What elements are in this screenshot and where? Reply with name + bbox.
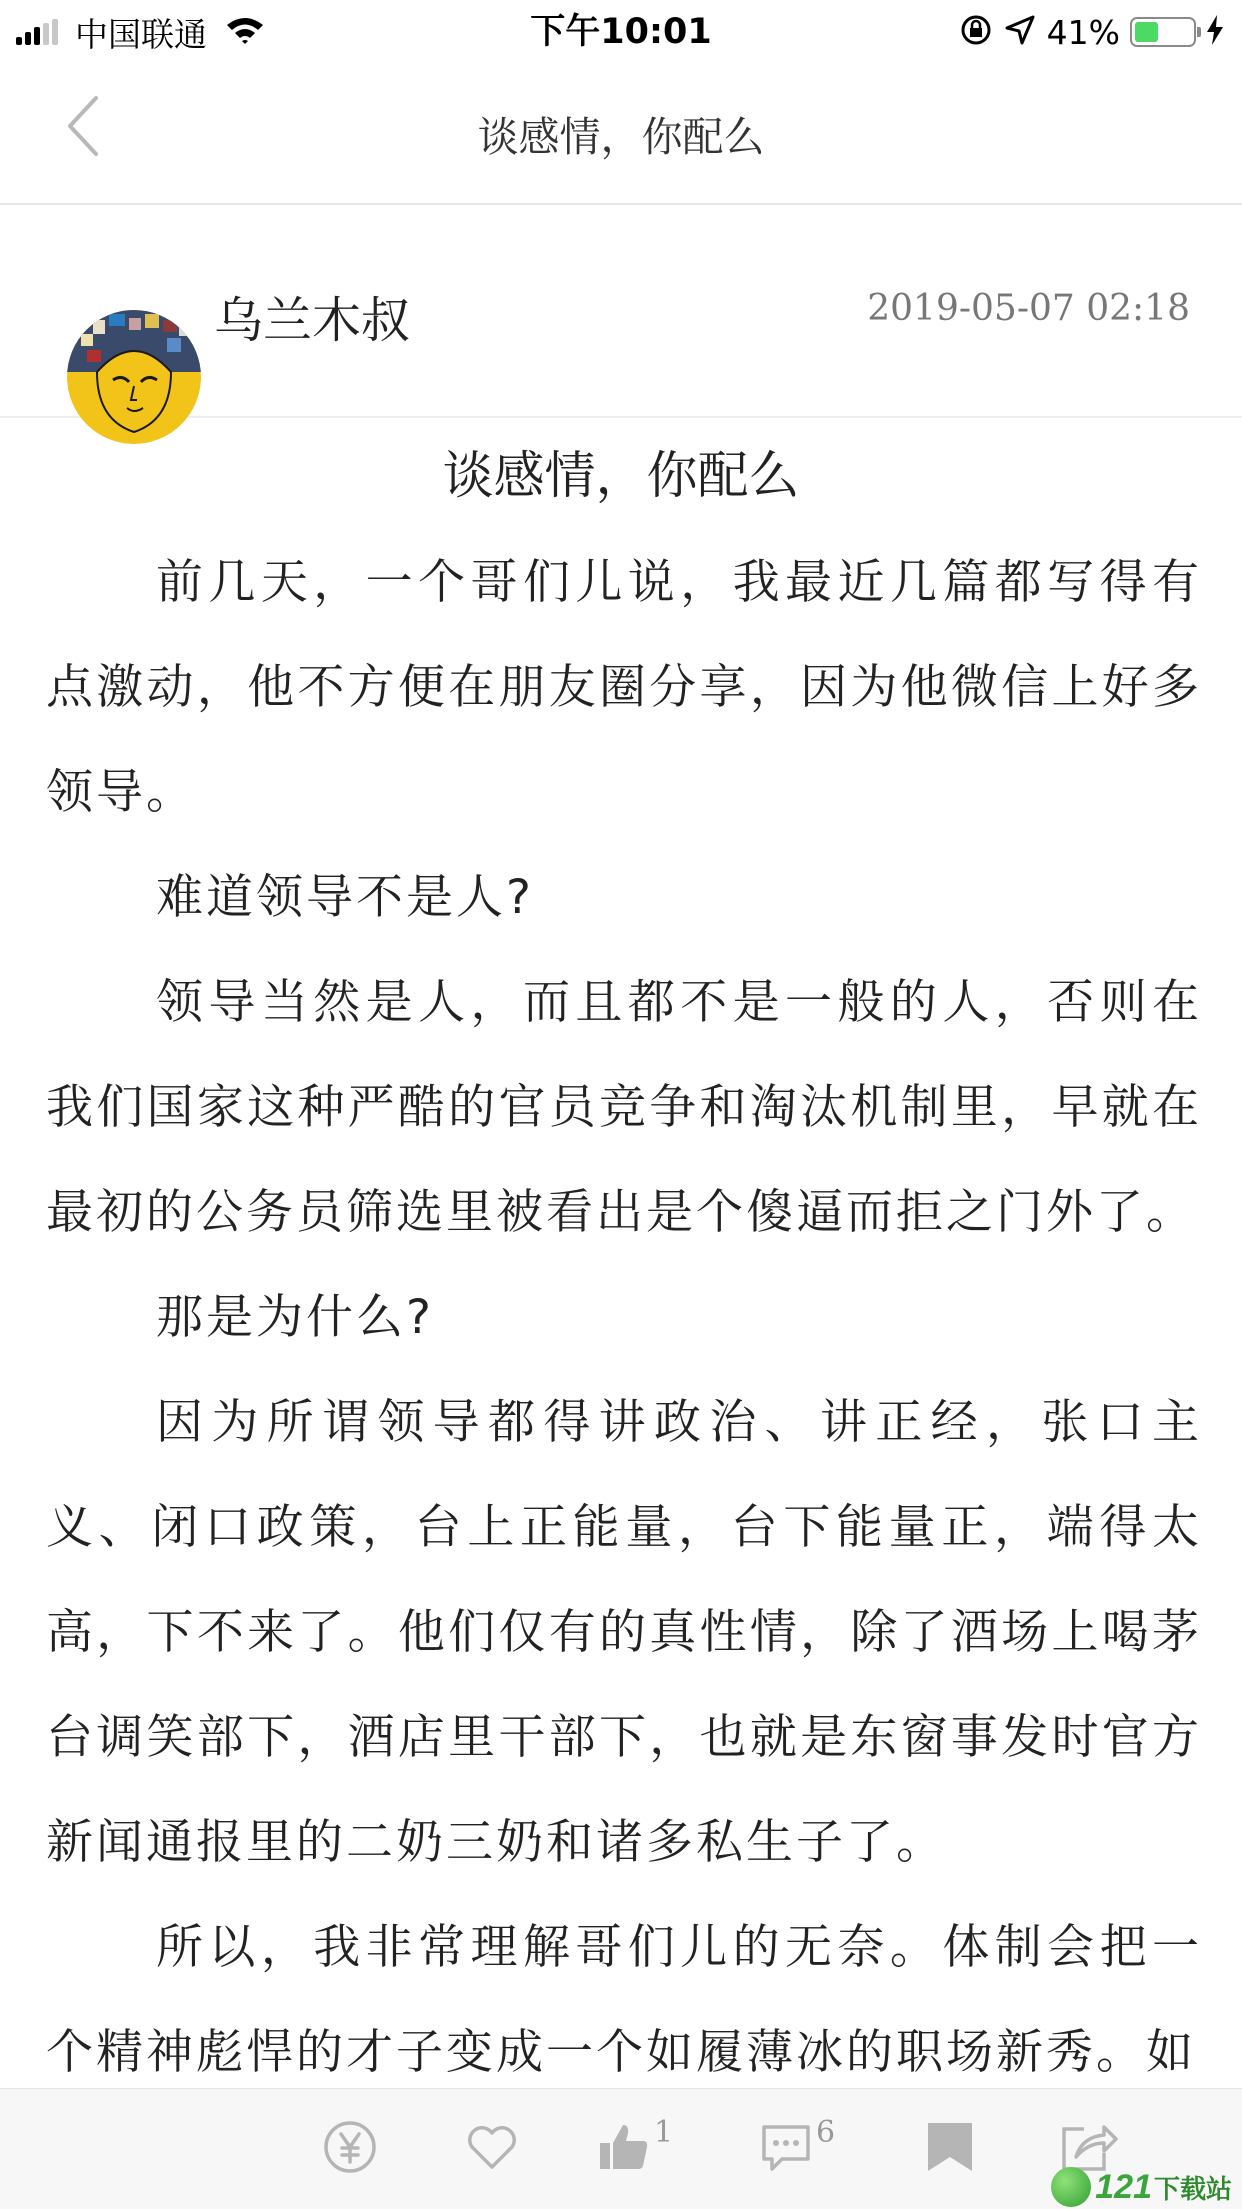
- yen-icon: [322, 2119, 378, 2175]
- article-title: 谈感情，你配么: [442, 447, 800, 506]
- favorite-button[interactable]: [464, 2119, 520, 2179]
- author-name[interactable]: 乌兰木叔: [214, 292, 411, 349]
- nav-bar: [0, 64, 1242, 205]
- article-paragraph: 因为所谓领导都得讲政治、讲正经，张口主义、闭口政策，台上正能量，台下能量正，端得太高，下不来了。他们仅有的真性情，除了酒场上喝茅台调笑部下，酒店里干部下，也就是东窗事发时官方新闻通报里的二奶三奶和诸多私生子了。: [46, 1395, 1202, 1870]
- comment-button[interactable]: [758, 2115, 836, 2179]
- status-bar: [0, 0, 1242, 64]
- status-time: 下午10:01: [530, 12, 712, 52]
- comment-count: 6: [816, 2115, 836, 2150]
- author-header: [0, 206, 1242, 418]
- bookmark-button[interactable]: [924, 2119, 976, 2179]
- nav-title: 谈感情，你配么: [477, 113, 765, 161]
- like-count: 1: [654, 2115, 674, 2150]
- carrier-name: 中国联通: [75, 14, 207, 54]
- bottom-toolbar: [0, 2088, 1242, 2209]
- watermark-suffix: 下载站: [1153, 2174, 1232, 2205]
- article-paragraph: 前几天，一个哥们儿说，我最近几篇都写得有点激动，他不方便在朋友圈分享，因为他微信上好多领导。: [46, 555, 1202, 820]
- reward-button[interactable]: [322, 2119, 378, 2179]
- bookmark-icon: [924, 2119, 976, 2175]
- article-paragraph: 难道领导不是人?: [156, 870, 534, 925]
- charging-bolt-icon: [1206, 15, 1224, 49]
- status-bar-right: [959, 10, 1224, 54]
- avatar[interactable]: [67, 310, 201, 444]
- comment-icon: [758, 2119, 814, 2175]
- watermark-logo: [1051, 2167, 1232, 2207]
- orientation-lock-icon: [959, 13, 993, 51]
- article-body: [46, 530, 1202, 2105]
- heart-icon: [464, 2119, 520, 2175]
- article-paragraph: 所以，我非常理解哥们儿的无奈。体制会把一个精神彪悍的才子变成一个如履薄冰的职场新秀。如: [46, 1920, 1202, 2080]
- location-arrow-icon: [1005, 15, 1035, 49]
- globe-icon: [1051, 2167, 1091, 2207]
- article-paragraph: 领导当然是人，而且都不是一般的人，否则在我们国家这种严酷的官员竞争和淘汰机制里，早就在最初的公务员筛选里被看出是个傻逼而拒之门外了。: [46, 975, 1202, 1240]
- thumbs-up-icon: [596, 2119, 652, 2175]
- watermark-brand: 121: [1095, 2167, 1152, 2206]
- battery-icon: [1130, 17, 1196, 47]
- post-time: 2019-05-07 02:18: [867, 288, 1190, 329]
- like-button[interactable]: [596, 2115, 674, 2179]
- article-paragraph: 那是为什么?: [156, 1290, 434, 1345]
- battery-percent: 41%: [1046, 12, 1120, 52]
